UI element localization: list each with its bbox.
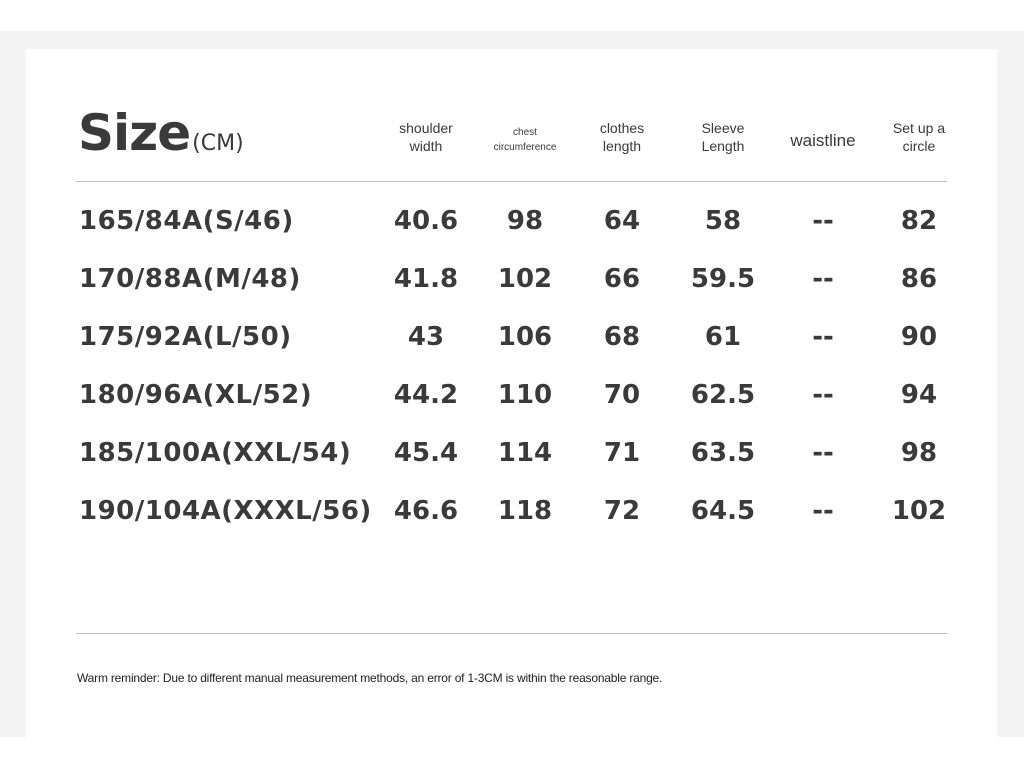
column-header-clothes-length bbox=[567, 119, 677, 155]
size-chart-title bbox=[78, 104, 244, 162]
column-header-line: waistline bbox=[790, 131, 856, 150]
clothes-length-value: 64 bbox=[603, 206, 641, 236]
column-header-line: shoulder bbox=[399, 120, 453, 136]
shoulder-width-value: 44.2 bbox=[393, 380, 459, 410]
sleeve-length-value: 62.5 bbox=[690, 380, 756, 410]
column-header-line: length bbox=[602, 138, 642, 155]
sleeve-length-value: 59.5 bbox=[690, 264, 756, 294]
size-label: 170/88A(M/48) bbox=[79, 264, 301, 294]
waistline-value: -- bbox=[812, 322, 834, 352]
column-header-sleeve-length bbox=[668, 119, 778, 155]
circle-value: 102 bbox=[891, 496, 947, 526]
waistline-value: -- bbox=[812, 264, 834, 294]
column-header-line: circle bbox=[902, 138, 936, 155]
clothes-length-value: 72 bbox=[603, 496, 641, 526]
header-divider bbox=[76, 181, 947, 182]
column-header-line: chest bbox=[513, 127, 537, 138]
chest-value: 98 bbox=[506, 206, 544, 236]
column-header-waistline bbox=[768, 130, 878, 152]
table-row bbox=[26, 375, 997, 415]
footer-divider bbox=[76, 633, 947, 634]
column-header-shoulder-width bbox=[371, 119, 481, 155]
waistline-value: -- bbox=[812, 380, 834, 410]
column-header-line: Length bbox=[701, 138, 745, 155]
chest-value: 110 bbox=[497, 380, 553, 410]
chest-value: 102 bbox=[497, 264, 553, 294]
column-header-chest-circumference bbox=[470, 126, 580, 155]
sleeve-length-value: 61 bbox=[704, 322, 742, 352]
chest-value: 114 bbox=[497, 438, 553, 468]
size-chart-card bbox=[26, 49, 997, 737]
waistline-value: -- bbox=[812, 206, 834, 236]
sleeve-length-value: 64.5 bbox=[690, 496, 756, 526]
circle-value: 86 bbox=[900, 264, 938, 294]
column-header-line: clothes bbox=[599, 120, 645, 136]
circle-value: 94 bbox=[900, 380, 938, 410]
column-header-line: width bbox=[409, 138, 443, 155]
chest-value: 106 bbox=[497, 322, 553, 352]
size-label: 180/96A(XL/52) bbox=[79, 380, 313, 410]
table-row bbox=[26, 259, 997, 299]
table-row bbox=[26, 317, 997, 357]
chest-value: 118 bbox=[497, 496, 553, 526]
table-row bbox=[26, 433, 997, 473]
clothes-length-value: 70 bbox=[603, 380, 641, 410]
circle-value: 82 bbox=[900, 206, 938, 236]
shoulder-width-value: 41.8 bbox=[393, 264, 459, 294]
size-label: 175/92A(L/50) bbox=[79, 322, 292, 352]
shoulder-width-value: 46.6 bbox=[393, 496, 459, 526]
clothes-length-value: 68 bbox=[603, 322, 641, 352]
sleeve-length-value: 63.5 bbox=[690, 438, 756, 468]
clothes-length-value: 66 bbox=[603, 264, 641, 294]
shoulder-width-value: 45.4 bbox=[393, 438, 459, 468]
size-label: 165/84A(S/46) bbox=[79, 206, 294, 236]
size-label: 190/104A(XXXL/56) bbox=[79, 496, 372, 526]
size-label: 185/100A(XXL/54) bbox=[79, 438, 352, 468]
column-header-set-up-a-circle bbox=[864, 119, 974, 155]
table-row bbox=[26, 491, 997, 531]
circle-value: 98 bbox=[900, 438, 938, 468]
shoulder-width-value: 43 bbox=[407, 322, 445, 352]
waistline-value: -- bbox=[812, 496, 834, 526]
column-header-line: circumference bbox=[493, 141, 557, 153]
column-header-line: Sleeve bbox=[701, 120, 745, 136]
clothes-length-value: 71 bbox=[603, 438, 641, 468]
measurement-reminder: Warm reminder: Due to different manual measurement methods, an error of 1-3CM is within the reasonable range. bbox=[77, 671, 663, 685]
title-unit: (CM) bbox=[192, 131, 244, 156]
column-header-line: Set up a bbox=[892, 120, 946, 136]
table-row bbox=[26, 201, 997, 241]
circle-value: 90 bbox=[900, 322, 938, 352]
sleeve-length-value: 58 bbox=[704, 206, 742, 236]
shoulder-width-value: 40.6 bbox=[393, 206, 459, 236]
title-text: Size bbox=[78, 104, 191, 162]
waistline-value: -- bbox=[812, 438, 834, 468]
